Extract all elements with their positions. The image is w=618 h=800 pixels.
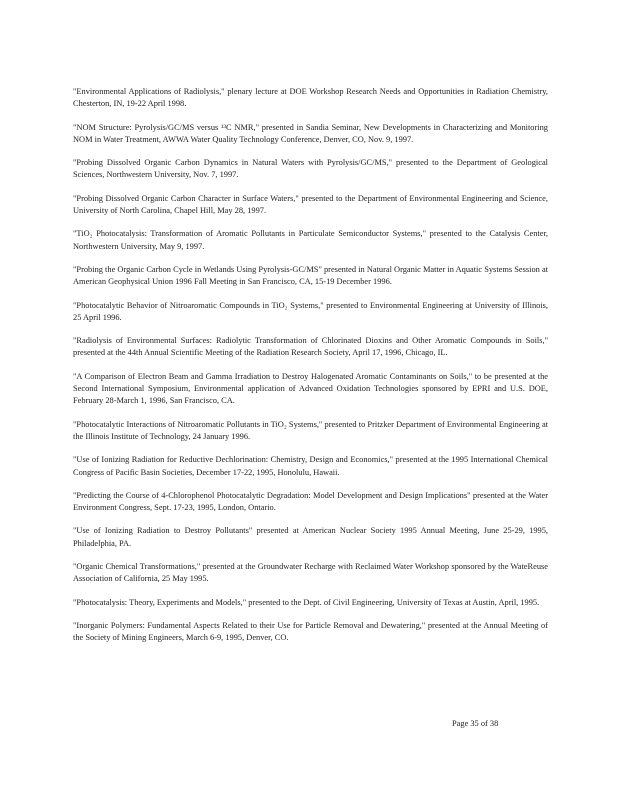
list-item: "Inorganic Polymers: Fundamental Aspects Related to their Use for Particle Removal and Dewatering," presented at the Annual Meeting of the Society of Mining Engineers, March 6-9, 1995, Denver, CO.	[73, 620, 548, 643]
list-item: "A Comparison of Electron Beam and Gamma Irradiation to Destroy Halogenated Aromatic Contaminants on Soils," to be presented at the Second International Symposium, Environmental application of Advanced Oxidation Technologies sponsored by EPRI and U.S. DOE, February 28-March 1, 1996, San Francisco, CA.	[73, 371, 548, 406]
list-item: "Probing Dissolved Organic Carbon Dynamics in Natural Waters with Pyrolysis/GC/MS," presented to the Department of Geological Sciences, Northwestern University, Nov. 7, 1997.	[73, 158, 548, 180]
list-item: "TiO₂ Photocatalysis: Transformation of Aromatic Pollutants in Particulate Semiconductor Systems," presented to the Catalysis Center, Northwestern University, May 9, 1997.	[73, 229, 548, 251]
list-item: "Use of Ionizing Radiation to Destroy Pollutants" presented at American Nuclear Society 1995 Annual Meeting, June 25-29, 1995, Philadelphia, PA.	[73, 526, 548, 548]
list-item: "Predicting the Course of 4-Chlorophenol Photocatalytic Degradation: Model Development and Design Implications" presented at the Water Environment Congress, Sept. 17-23, 1995, London, Ontario.	[73, 490, 548, 513]
list-item: "Environmental Applications of Radiolysis," plenary lecture at DOE Workshop Research Needs and Opportunities in Radiation Chemistry, Chesterton, IN, 19-22 April 1998.	[73, 87, 548, 109]
list-item: "Radiolysis of Environmental Surfaces: Radiolytic Transformation of Chlorinated Dioxins and Other Aromatic Compounds in Soils," presented at the 44th Annual Scientific Meeting of the Radiation Research Society, April 17, 1996, Chicago, IL.	[73, 336, 548, 358]
presentation-list	[73, 86, 548, 656]
list-item: "Use of Ionizing Radiation for Reductive Dechlorination: Chemistry, Design and Economics," presented at the 1995 International Chemical Congress of Pacific Basin Societies, December 17-22, 1995, Honolulu, Hawaii.	[73, 455, 548, 477]
list-item: "Probing the Organic Carbon Cycle in Wetlands Using Pyrolysis-GC/MS" presented in Natural Organic Matter in Aquatic Systems Session at American Geophysical Union 1996 Fall Meeting in San Francisco, CA, 15-19 December 1996.	[73, 264, 548, 287]
list-item: "Photocatalytic Behavior of Nitroaromatic Compounds in TiO₂ Systems," presented to Environmental Engineering at University of Illinois, 25 April 1996.	[73, 300, 548, 322]
list-item: "NOM Structure: Pyrolysis/GC/MS versus ¹³C NMR," presented in Sandia Seminar, New Developments in Characterizing and Monitoring NOM in Water Treatment, AWWA Water Quality Technology Conference, Denver, CO, Nov. 9, 1997.	[73, 122, 548, 144]
list-item: "Organic Chemical Transformations," presented at the Groundwater Recharge with Reclaimed Water Workshop sponsored by the WateReuse Association of California, 25 May 1995.	[73, 562, 548, 584]
list-item: "Photocatalysis: Theory, Experiments and Models," presented to the Dept. of Civil Engineering, University of Texas at Austin, April, 1995.	[73, 597, 540, 607]
page-number: Page 35 of 38	[452, 719, 499, 728]
list-item: "Photocatalytic Interactions of Nitroaromatic Pollutants in TiO₂ Systems," presented to Pritzker Department of Environmental Engineering at the Illinois Institute of Technology, 24 January 1996.	[73, 419, 548, 441]
list-item: "Probing Dissolved Organic Carbon Character in Surface Waters," presented to the Department of Environmental Engineering and Science, University of North Carolina, Chapel Hill, May 28, 1997.	[73, 193, 548, 216]
